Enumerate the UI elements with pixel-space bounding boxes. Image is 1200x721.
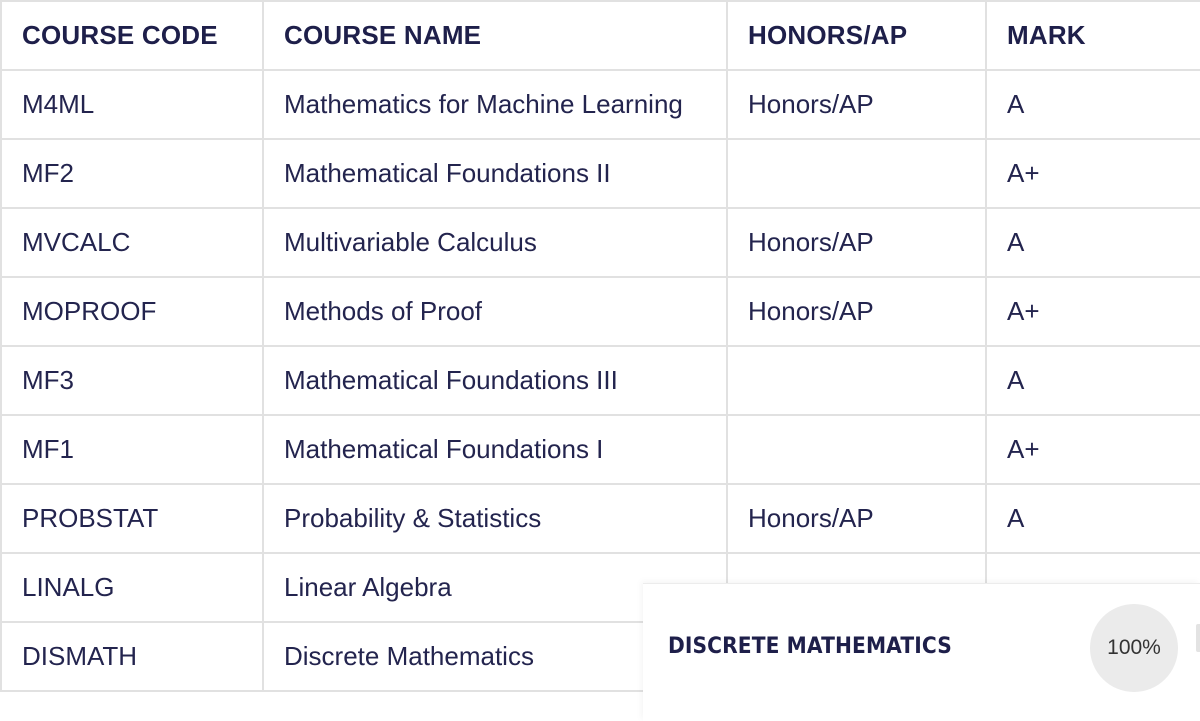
mark-cell: A: [986, 484, 1200, 553]
honors-cell: Honors/AP: [727, 70, 986, 139]
mark-cell: A+: [986, 277, 1200, 346]
course-detail-popup[interactable]: [643, 583, 1200, 721]
course-name-cell: Discrete Mathematics: [263, 622, 727, 691]
column-header-course-code[interactable]: COURSE CODE: [1, 1, 263, 70]
honors-cell: [727, 415, 986, 484]
column-header-course-name[interactable]: COURSE NAME: [263, 1, 727, 70]
course-name-cell: Mathematical Foundations II: [263, 139, 727, 208]
course-name-cell: Mathematics for Machine Learning: [263, 70, 727, 139]
course-name-cell: Mathematical Foundations I: [263, 415, 727, 484]
course-code-cell: MOPROOF: [1, 277, 263, 346]
mark-cell: A: [986, 70, 1200, 139]
honors-cell: [727, 139, 986, 208]
table-row[interactable]: [1, 277, 1200, 346]
course-code-cell: M4ML: [1, 70, 263, 139]
table-row[interactable]: [1, 346, 1200, 415]
course-code-cell: MF1: [1, 415, 263, 484]
table-row[interactable]: [1, 208, 1200, 277]
popup-edge-handle: [1196, 624, 1200, 652]
course-code-cell: MF2: [1, 139, 263, 208]
course-name-cell: Multivariable Calculus: [263, 208, 727, 277]
honors-cell: Honors/AP: [727, 484, 986, 553]
table-row[interactable]: [1, 484, 1200, 553]
course-name-cell: Mathematical Foundations III: [263, 346, 727, 415]
progress-percent-badge: 100%: [1090, 604, 1178, 692]
mark-cell: A: [986, 208, 1200, 277]
mark-cell: A+: [986, 415, 1200, 484]
course-code-cell: DISMATH: [1, 622, 263, 691]
table-row[interactable]: [1, 415, 1200, 484]
mark-cell: A: [986, 346, 1200, 415]
column-header-honors-ap[interactable]: HONORS/AP: [727, 1, 986, 70]
table-row[interactable]: [1, 139, 1200, 208]
honors-cell: [727, 346, 986, 415]
course-code-cell: MVCALC: [1, 208, 263, 277]
table-header-row: [1, 1, 1200, 70]
honors-cell: Honors/AP: [727, 277, 986, 346]
popup-course-title: DISCRETE MATHEMATICS: [668, 634, 952, 659]
table-row[interactable]: [1, 70, 1200, 139]
mark-cell: A+: [986, 139, 1200, 208]
course-code-cell: LINALG: [1, 553, 263, 622]
course-name-cell: Probability & Statistics: [263, 484, 727, 553]
honors-cell: Honors/AP: [727, 208, 986, 277]
column-header-mark[interactable]: MARK: [986, 1, 1200, 70]
course-name-cell: Linear Algebra: [263, 553, 727, 622]
course-name-cell: Methods of Proof: [263, 277, 727, 346]
course-code-cell: MF3: [1, 346, 263, 415]
course-code-cell: PROBSTAT: [1, 484, 263, 553]
